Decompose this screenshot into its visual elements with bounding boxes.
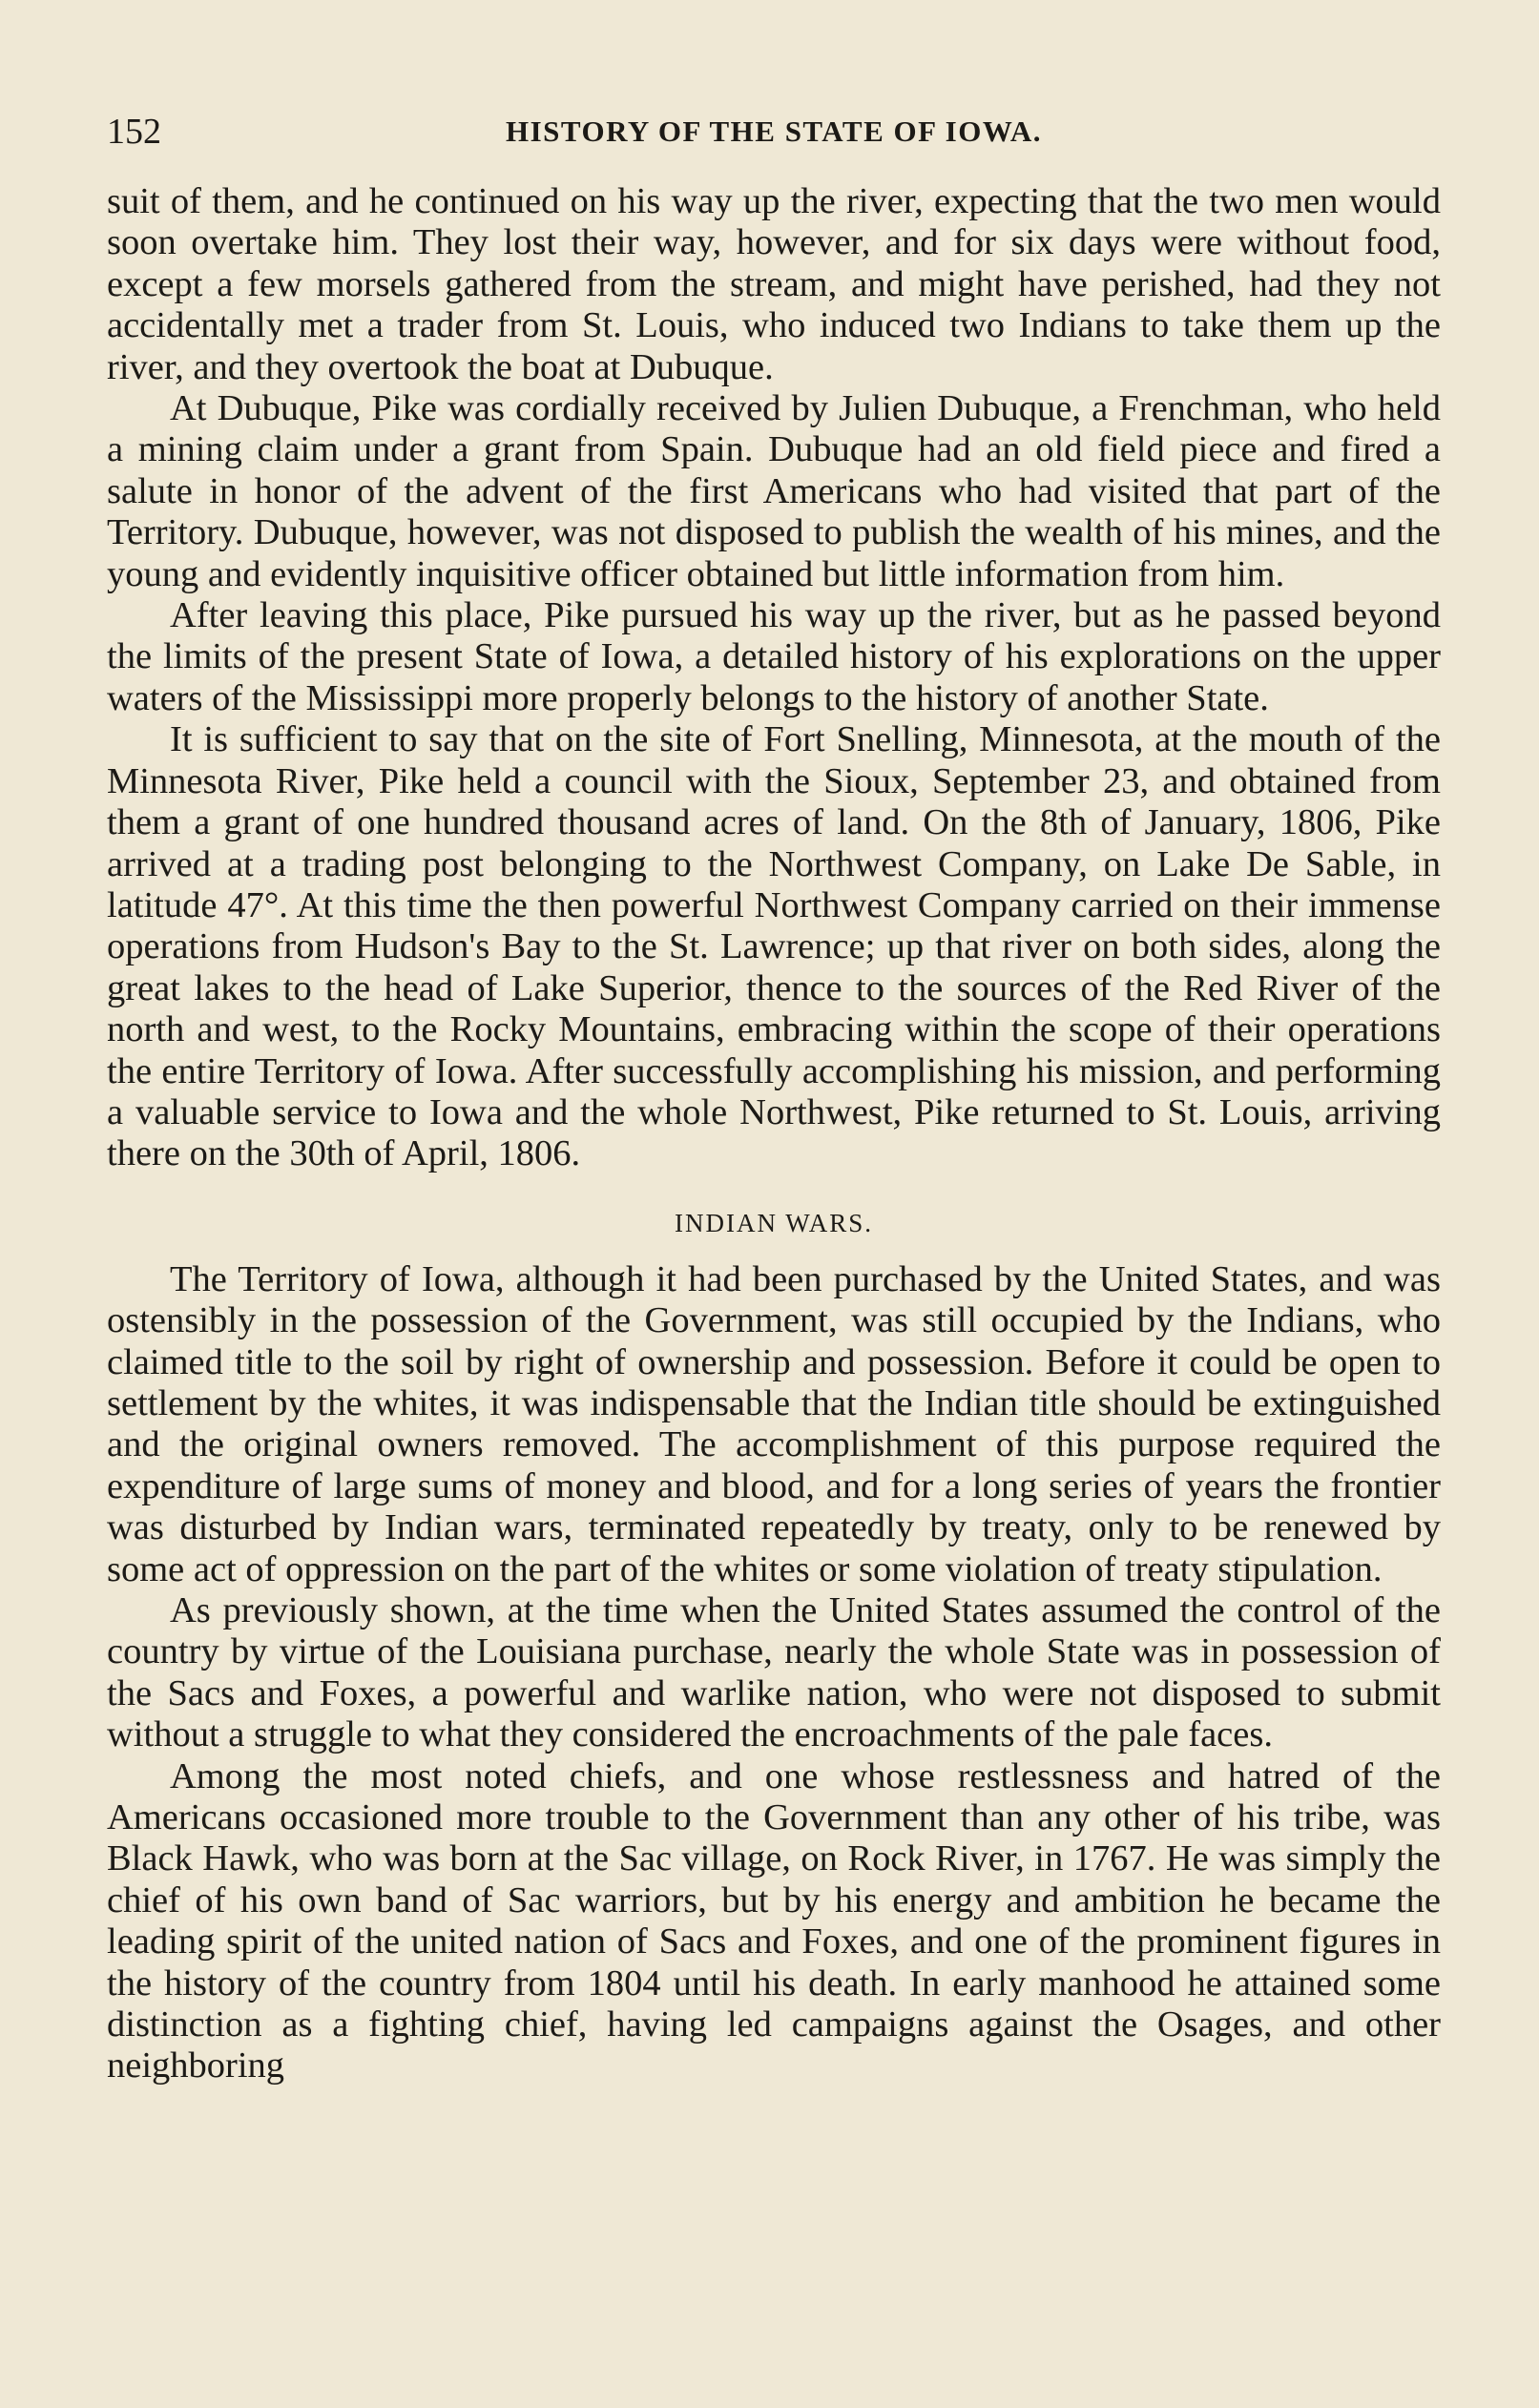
paragraph-after-leaving: After leaving this place, Pike pursued his way up the river, but as he passed beyond the limits of the present State of Iowa, a detailed history of his explorations on the upper waters of the Mississippi more properly belongs to the history of another State. bbox=[107, 595, 1441, 718]
page-number: 152 bbox=[107, 112, 161, 152]
paragraph-continued: suit of them, and he continued on his way up the river, expecting that the two men would soon overtake him. They lost their way, however, and for six days were without food, except a few morsels gathered from the stream, and might have perished, had they not accidentally met a trader from St. Louis, who induced two Indians to take them up the river, and they overtook the boat at Dubuque. bbox=[107, 181, 1441, 387]
paragraph-fort-snelling: It is sufficient to say that on the site of Fort Snelling, Minnesota, at the mouth of the Minnesota River, Pike held a council with the Sioux, September 23, and obtained from them a grant of one hundred thousand acres of land. On the 8th of January, 1806, Pike arrived at a trading post belonging to the Northwest Company, on Lake De Sable, in latitude 47°. At this time the then powerful Northwest Company carried on their immense operations from Hudson's Bay to the St. Lawrence; up that river on both sides, along the great lakes to the head of Lake Superior, thence to the sources of the Red River of the north and west, to the Rocky Mountains, embracing within the scope of their operations the entire Territory of Iowa. After successfully accomplishing his mission, and performing a valuable service to Iowa and the whole Northwest, Pike returned to St. Louis, arriving there on the 30th of April, 1806. bbox=[107, 719, 1441, 1174]
paragraph-dubuque: At Dubuque, Pike was cordially received by Julien Dubuque, a Frenchman, who held a mining claim under a grant from Spain. Dubuque had an old field piece and fired a salute in honor of the advent of the first Americans who had visited that part of the Territory. Dubuque, however, was not disposed to publish the wealth of his mines, and the young and evidently inquisitive officer obtained but little information from him. bbox=[107, 388, 1441, 594]
paragraph-black-hawk: Among the most noted chiefs, and one whose restlessness and hatred of the Americans occasioned more trouble to the Government than any other of his tribe, was Black Hawk, who was born at the Sac village, on Rock River, in 1767. He was simply the chief of his own band of Sac warriors, but by his energy and ambition he became the leading spirit of the united nation of Sacs and Foxes, and one of the prominent figures in the history of the country from 1804 until his death. In early manhood he attained some distinction as a fighting chief, having led campaigns against the Osages, and other neighboring bbox=[107, 1755, 1441, 2086]
running-head bbox=[107, 103, 1441, 160]
running-title: HISTORY OF THE STATE OF IOWA. bbox=[505, 114, 1043, 148]
paragraph-sacs-foxes: As previously shown, at the time when the United States assumed the control of the country by virtue of the Louisiana purchase, nearly the whole State was in possession of the Sacs and Foxes, a powerful and warlike nation, who were not disposed to submit without a struggle to what they considered the encroachments of the pale faces. bbox=[107, 1590, 1441, 1755]
section-heading: INDIAN WARS. bbox=[674, 1208, 873, 1237]
body-text bbox=[107, 181, 1441, 2087]
paragraph-territory: The Territory of Iowa, although it had been purchased by the United States, and was ostensibly in the possession of the Government, was still occupied by the Indians, who claimed title to the soil by right of ownership and possession. Before it could be open to settlement by the whites, it was indispensable that the Indian title should be extinguished and the original owners removed. The accomplishment of this purpose required the expenditure of large sums of money and blood, and for a long series of years the frontier was disturbed by Indian wars, terminated repeatedly by treaty, only to be renewed by some act of oppression on the part of the whites or some violation of treaty stipulation. bbox=[107, 1258, 1441, 1589]
book-page bbox=[107, 103, 1441, 2374]
